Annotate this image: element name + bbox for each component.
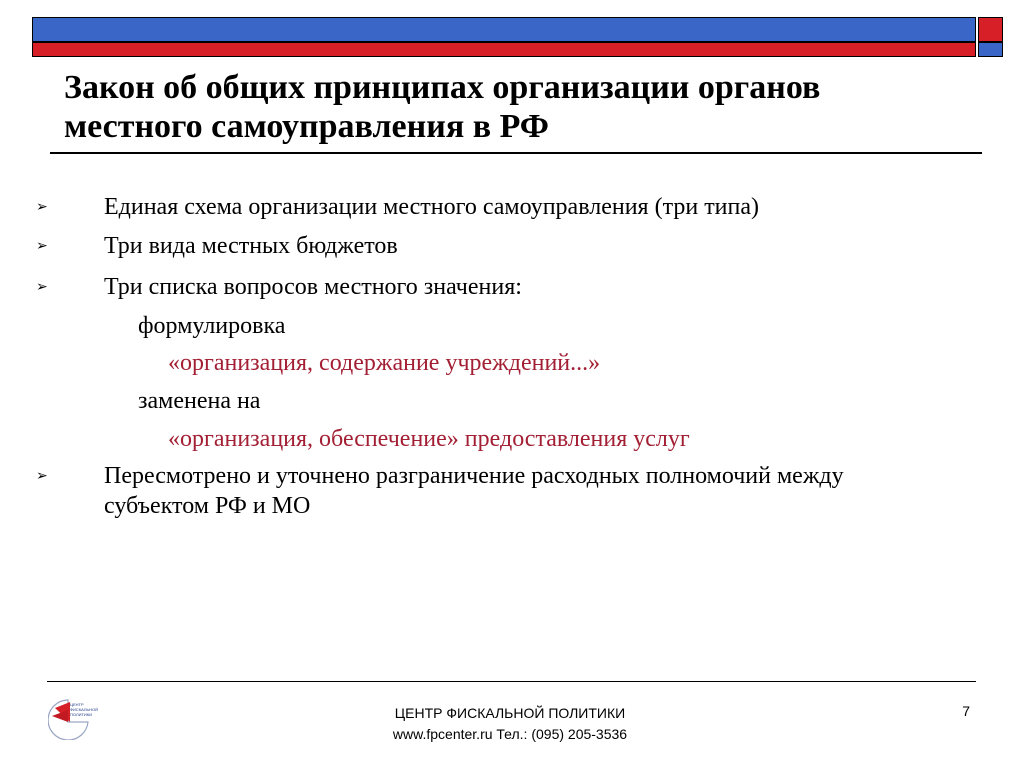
footer-divider [47,681,976,682]
bullet-text: Три вида местных бюджетов [104,233,398,259]
slide-title-line-1: Закон об общих принципах организации органов [64,69,821,106]
logo-line-3: ПОЛИТИКИ [70,712,92,717]
arrow-bullet-icon: ➢ [36,238,48,254]
header-red-square [978,17,1003,42]
title-divider [50,152,982,154]
bullet-text: Единая схема организации местного самоуправления (три типа) [104,194,760,220]
sub-formulation: формулировка [138,313,286,339]
slide-title-line-2: местного самоуправления в РФ [64,108,549,145]
sub-replaced: заменена на [138,388,261,414]
footer [320,703,700,745]
logo-line-2: ФИСКАЛЬНОЙ [70,707,99,712]
quote-original: «организация, содержание учреждений...» [168,350,601,376]
slide-title [64,68,984,146]
footer-contact: www.fpcenter.ru Тел.: (095) 205-3536 [392,726,628,742]
footer-org: ЦЕНТР ФИСКАЛЬНОЙ ПОЛИТИКИ [394,705,626,721]
arrow-bullet-icon: ➢ [36,468,48,484]
bullet-text: Три списка вопросов местного значения: [104,274,522,300]
bullet-text-line-1: Пересмотрено и уточнено разграничение расходных полномочий между [104,463,844,489]
bullet-text-line-2: субъектом РФ и МО [104,493,311,519]
fiscal-policy-center-logo [48,696,110,740]
arrow-bullet-icon: ➢ [36,199,48,215]
header-blue-bar [32,17,976,42]
header-red-bar [32,42,976,57]
bullet-text [104,461,989,521]
header-blue-square [978,42,1003,57]
quote-replacement: «организация, обеспечение» предоставления услуг [168,426,690,452]
logo-line-1: ЦЕНТР [70,702,84,707]
arrow-bullet-icon: ➢ [36,279,48,295]
page-number: 7 [962,703,970,719]
